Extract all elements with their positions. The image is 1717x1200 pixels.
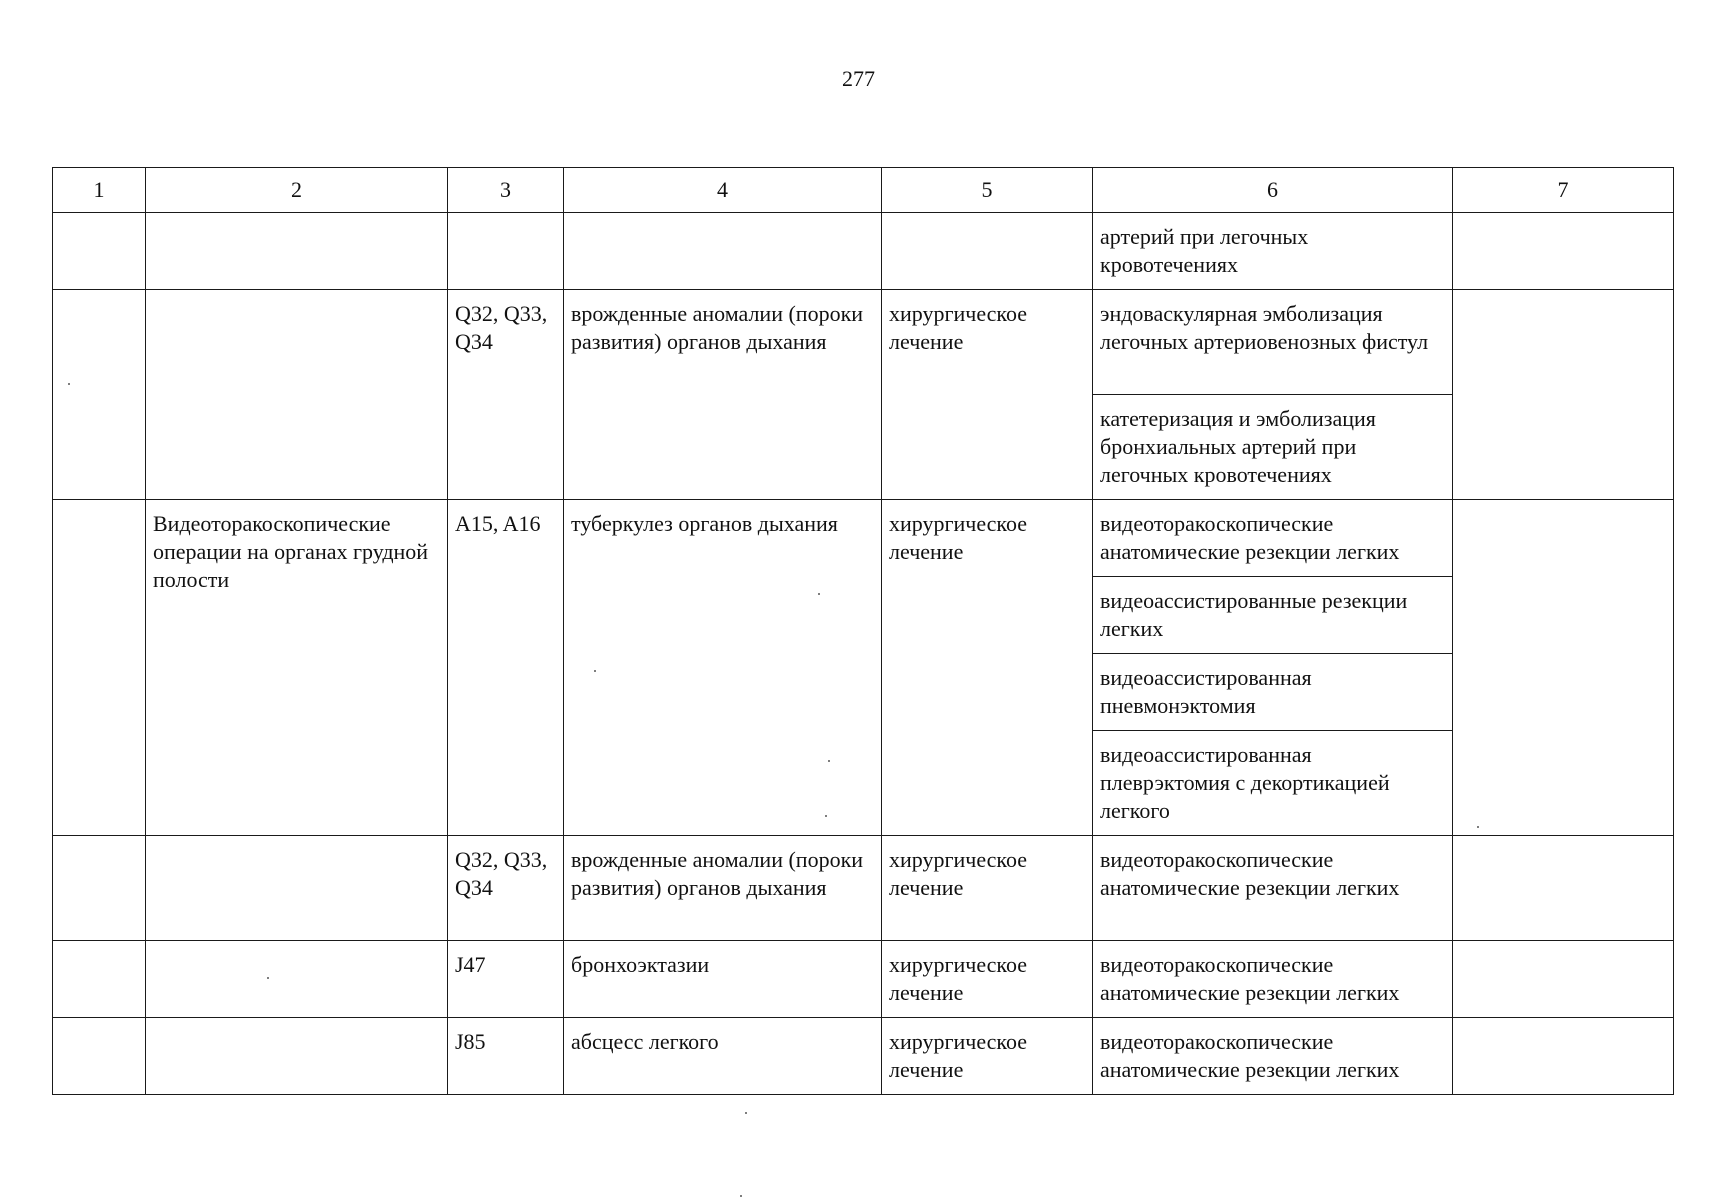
diagnosis-cell: абсцесс легкого [564,1018,882,1095]
table-cell [146,836,448,941]
table-cell [1453,836,1674,941]
treatment-method-cell: видеоторакоскопические анатомические резекции легких [1093,500,1453,577]
table-cell [146,213,448,290]
diagnosis-code-cell: Q32, Q33, Q34 [448,290,564,500]
treatment-type-cell: хирургическое лечение [882,836,1093,941]
treatment-method-cell: артерий при легочных кровотечениях [1093,213,1453,290]
diagnosis-cell: туберкулез органов дыхания [564,500,882,836]
scan-speck [1477,826,1479,828]
treatment-method-cell: видеоассистированная пневмонэктомия [1093,654,1453,731]
table-cell [146,1018,448,1095]
table-cell [448,213,564,290]
table-cell [53,213,146,290]
table-row [53,290,1674,395]
treatment-method-cell: видеоторакоскопические анатомические резекции легких [1093,836,1453,941]
column-header: 5 [882,168,1093,213]
diagnosis-cell: бронхоэктазии [564,941,882,1018]
treatment-type-cell: хирургическое лечение [882,290,1093,500]
scan-speck [740,1195,742,1197]
column-header: 6 [1093,168,1453,213]
table-cell [53,500,146,836]
treatment-method-cell: видеоассистированная плеврэктомия с декортикацией легкого [1093,731,1453,836]
table-row [53,213,1674,290]
scan-speck [818,593,820,595]
scan-speck [594,670,596,672]
treatment-method-cell: катетеризация и эмболизация бронхиальных артерий при легочных кровотечениях [1093,395,1453,500]
scan-speck [828,760,830,762]
diagnosis-code-cell: J85 [448,1018,564,1095]
diagnosis-cell: врожденные аномалии (пороки развития) органов дыхания [564,290,882,500]
table-cell [1453,500,1674,836]
diagnosis-cell: врожденные аномалии (пороки развития) органов дыхания [564,836,882,941]
table-row [53,836,1674,941]
table-cell [1453,1018,1674,1095]
scan-speck [825,815,827,817]
treatment-type-cell: хирургическое лечение [882,500,1093,836]
treatment-method-cell: эндоваскулярная эмболизация легочных артериовенозных фистул [1093,290,1453,395]
scan-speck [745,1112,747,1114]
column-header: 1 [53,168,146,213]
page-number: 277 [842,66,875,91]
table-cell [53,941,146,1018]
column-header: 4 [564,168,882,213]
treatment-type-cell: хирургическое лечение [882,1018,1093,1095]
column-header: 3 [448,168,564,213]
procedure-group-cell: Видеоторакоскопические операции на органах грудной полости [146,500,448,836]
column-header: 7 [1453,168,1674,213]
table-row [53,1018,1674,1095]
table-cell [146,290,448,500]
treatment-method-cell: видеоторакоскопические анатомические резекции легких [1093,941,1453,1018]
table-cell [564,213,882,290]
table-cell [53,290,146,500]
table-row [53,941,1674,1018]
diagnosis-code-cell: A15, A16 [448,500,564,836]
diagnosis-code-cell: Q32, Q33, Q34 [448,836,564,941]
header-row [53,168,1674,213]
table-cell [1453,290,1674,500]
table-cell [53,1018,146,1095]
table-cell [53,836,146,941]
table-cell [882,213,1093,290]
diagnosis-code-cell: J47 [448,941,564,1018]
table-row [53,500,1674,577]
procedures-table [52,167,1674,1095]
table-cell [1453,941,1674,1018]
scan-speck [267,977,269,979]
treatment-method-cell: видеоторакоскопические анатомические резекции легких [1093,1018,1453,1095]
treatment-method-cell: видеоассистированные резекции легких [1093,577,1453,654]
column-header: 2 [146,168,448,213]
treatment-type-cell: хирургическое лечение [882,941,1093,1018]
table-cell [1453,213,1674,290]
scan-speck [68,383,70,385]
table-cell [146,941,448,1018]
